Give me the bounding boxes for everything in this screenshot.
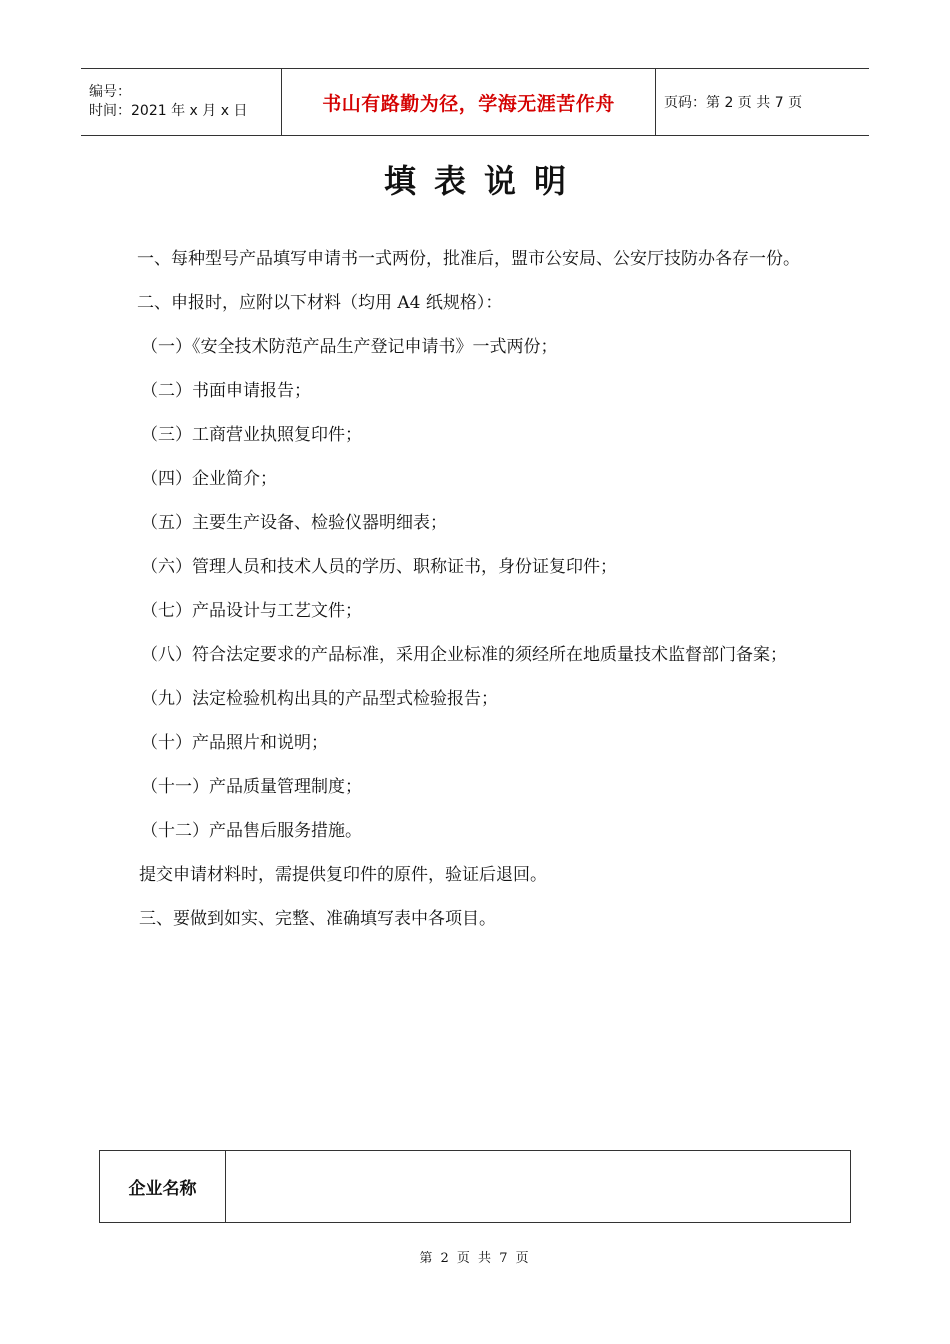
list-item: （三）工商营业执照复印件； [141, 425, 362, 445]
list-item: （八）符合法定要求的产品标准，采用企业标准的须经所在地质量技术监督部门备案； [141, 645, 787, 665]
paragraph: 三、要做到如实、完整、准确填写表中各项目。 [139, 909, 496, 929]
paragraph: 提交申请材料时，需提供复印件的原件，验证后退回。 [139, 865, 547, 885]
page-header [81, 68, 869, 136]
instructions-body [103, 237, 851, 941]
list-item: （十）产品照片和说明； [141, 733, 328, 753]
list-item: （十二）产品售后服务措施。 [141, 821, 362, 841]
list-item: （十一）产品质量管理制度； [141, 777, 362, 797]
header-number-label: 编号： [89, 84, 131, 100]
list-item: （二）书面申请报告； [141, 381, 311, 401]
page-footer: 第 2 页 共 7 页 [419, 1251, 531, 1266]
paragraph: 二、申报时，应附以下材料（均用 A4 纸规格）： [137, 293, 503, 313]
company-name-value[interactable] [226, 1151, 851, 1223]
company-name-table [99, 1150, 851, 1223]
list-item: （七）产品设计与工艺文件； [141, 601, 362, 621]
list-item: （四）企业简介； [141, 469, 277, 489]
header-motto-cell [282, 69, 656, 136]
header-time-label: 时间：2021 年 x 月 x 日 [89, 103, 248, 119]
header-page-info: 页码：第 2 页 共 7 页 [656, 69, 870, 136]
header-meta [81, 69, 282, 136]
list-item: （九）法定检验机构出具的产品型式检验报告； [141, 689, 498, 709]
page-title: 填表说明 [383, 162, 584, 200]
list-item: （六）管理人员和技术人员的学历、职称证书，身份证复印件； [141, 557, 617, 577]
list-item: （五）主要生产设备、检验仪器明细表； [141, 513, 447, 533]
list-item: （一）《安全技术防范产品生产登记申请书》一式两份； [141, 337, 558, 357]
paragraph: 一、每种型号产品填写申请书一式两份，批准后，盟市公安局、公安厅技防办各存一份。 [137, 249, 800, 269]
company-name-label: 企业名称 [100, 1151, 226, 1223]
header-motto: 书山有路勤为径，学海无涯苦作舟 [322, 92, 615, 115]
